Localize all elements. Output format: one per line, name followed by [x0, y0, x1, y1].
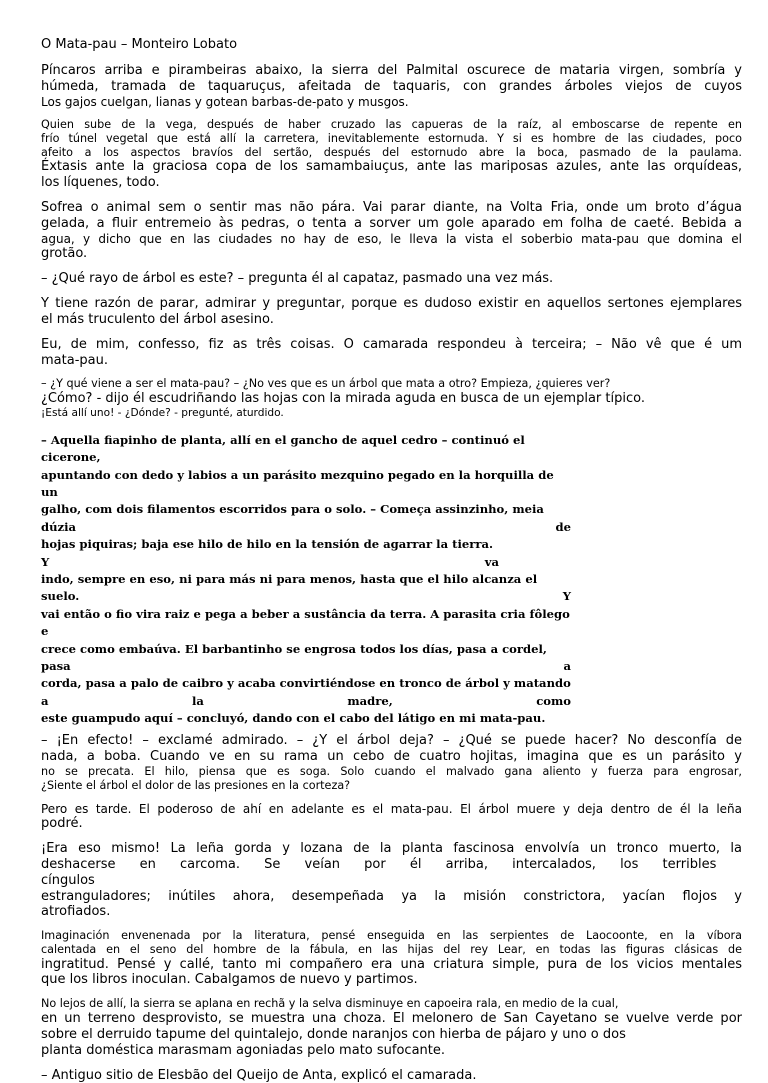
paragraph-4: – ¿Qué rayo de árbol es este? – pregunta él al capataz, pasmado una vez más. — [41, 271, 554, 287]
text-line: ingratitud. Pensé y callé, tanto mi compañero era una criatura simple, pura de los vicios mentales — [41, 956, 742, 972]
text-line: mata-pau. — [41, 352, 108, 368]
text-line: ¡Era eso mismo! La leña gorda y lozana de la planta fascinosa envolvía un tronco muerto, la — [41, 840, 742, 856]
text-line: afeito a los aspectos bravíos del sertão, después del estornudo abre la boca, pasmado de la paulama. — [41, 145, 742, 159]
text-line: Píncaros arriba e pirambeiras abaixo, la sierra del Palmital oscurece de mataria virgen, sombría y — [41, 62, 742, 78]
document-title: O Mata-pau – Monteiro Lobato — [41, 37, 238, 52]
text-line: galho, com dois filamentos escorridos para o solo. – Começa assinzinho, meia dúzia de — [41, 502, 571, 534]
text-line: hojas piquiras; baja ese hilo de hilo en la tensión de agarrar la tierra. Y va — [41, 537, 499, 569]
text-line: el más truculento del árbol asesino. — [41, 311, 274, 327]
text-line: – ¡En efecto! – exclamé admirado. – ¿Y el árbol deja? – ¿Qué se puede hacer? No desconfía de — [41, 733, 742, 749]
text-line: nada, a boba. Cuando ve en su rama un cebo de cuatro hojitas, imagina que es un parásito y — [41, 749, 742, 765]
text-line: húmeda, tramada de taquaruçus, afeitada de taquaris, con grandes árboles viejos de cuyos — [41, 78, 742, 94]
paragraph-10 — [41, 802, 742, 832]
text-line: Sofrea o animal sem o sentir mas não pára. Vai parar diante, na Volta Fria, onde um broto d’água — [41, 199, 742, 215]
text-line: ¿Cómo? - dijo él escudriñando las hojas con la mirada aguda en busca de un ejemplar típico. — [41, 391, 645, 407]
text-line: Los gajos cuelgan, lianas y gotean barbas-de-pato y musgos. — [41, 94, 409, 109]
text-line: los líquenes, todo. — [41, 175, 160, 191]
text-line: crece como embaúva. El barbantinho se engrosa todos los días, pasa a cordel, pasa a — [41, 641, 571, 673]
text-line: estranguladores; inútiles ahora, desempeñada ya la misión constrictora, yacían flojos y — [41, 888, 742, 904]
text-line: agua, y dicho que en las ciudades no hay de eso, le lleva la vista el soberbio mata-pau que domina el — [41, 231, 742, 246]
text-line: frío túnel vegetal que está allí la carretera, inevitablemente estornuda. Y si es hombre de las ciudades, poco — [41, 131, 742, 145]
paragraph-11 — [41, 841, 742, 920]
text-line: Y tiene razón de parar, admirar y preguntar, porque es dudoso existir en aquellos sertones ejemplares — [41, 295, 742, 311]
text-line: grotão. — [41, 246, 88, 262]
text-line: corda, pasa a palo de caibro y acaba convirtiéndose en tronco de árbol y matando a la madre, como — [41, 676, 571, 708]
text-line: – Aquella fiapinho de planta, allí en el gancho de aquel cedro – continuó el cicerone, — [41, 432, 525, 465]
text-line: ¿Siente el árbol el dolor de las presiones en la corteza? — [41, 778, 351, 792]
text-line: deshacerse en carcoma. Se veían por él arriba, intercalados, los terribles cíngulos — [41, 856, 717, 888]
text-line: Éxtasis ante la graciosa copa de los samambaiuçus, ante las mariposas azules, ante las orquídeas, — [41, 159, 742, 175]
text-line: ¡Está allí uno! - ¿Dónde? - pregunté, aturdido. — [41, 406, 284, 419]
paragraph-12 — [41, 929, 742, 988]
paragraph-7 — [41, 377, 742, 419]
text-line: calentada en el seno del hombre de la fábula, en las hijas del rey Lear, en todas las figuras clásicas de — [41, 942, 742, 956]
text-line: Eu, de mim, confesso, fiz as três coisas. O camarada respondeu à terceira; – Não vê que é um — [41, 336, 742, 352]
text-line: podré. — [41, 816, 83, 832]
document-page — [41, 37, 742, 1083]
text-line: indo, sempre en eso, ni para más ni para menos, hasta que el hilo alcanza el suelo. Y — [41, 571, 571, 604]
paragraph-8-dialogue — [41, 432, 571, 728]
text-line: planta doméstica marasmam agoniadas pelo mato sufocante. — [41, 1042, 445, 1058]
paragraph-6 — [41, 337, 742, 369]
text-line: gelada, a fluir entremeio às pedras, o tenta a sorver um gole aparado em folha de caeté. Bebida a — [41, 215, 742, 231]
text-line: no se precata. El hilo, piensa que es soga. Solo cuando el malvado gana aliento y fuerza para engrosar, — [41, 765, 742, 779]
text-line: vai então o fio vira raiz e pega a beber a sustância da terra. A parasita cria fôlego e — [41, 606, 570, 639]
paragraph-1 — [41, 63, 742, 109]
text-line: que los libros inoculan. Cabalgamos de nuevo y partimos. — [41, 972, 418, 988]
text-line: este guampudo aquí – concluyó, dando con el cabo del látigo en mi mata-pau. — [41, 711, 546, 726]
paragraph-5 — [41, 296, 742, 328]
paragraph-2 — [41, 118, 742, 191]
text-line: sobre el derruido tapume del quintalejo, donde naranjos con hierba de pájaro y uno o dos — [41, 1026, 626, 1042]
text-line: Pero es tarde. El poderoso de ahí en adelante es el mata-pau. El árbol muere y deja dentro de él la leña — [41, 801, 742, 816]
text-line: No lejos de allí, la sierra se aplana en rechã y la selva disminuye en capoeira rala, en medio de la cual, — [41, 997, 619, 1011]
text-line: Quien sube de la vega, después de haber cruzado las capueras de la raíz, al emboscarse de repente en — [41, 118, 742, 132]
text-line: atrofiados. — [41, 904, 111, 920]
text-line: apuntando con dedo y labios a un parásito mezquino pegado en la horquilla de un — [41, 467, 554, 499]
text-line: – ¿Y qué viene a ser el mata-pau? – ¿No ves que es un árbol que mata a otro? Empieza, ¿quieres ver? — [41, 377, 611, 391]
paragraph-14: – Antiguo sitio de Elesbão del Queijo de Anta, explicó el camarada. — [41, 1067, 477, 1083]
paragraph-3 — [41, 200, 742, 262]
text-line: en un terreno desprovisto, se muestra una choza. El melonero de San Cayetano se vuelve verde por — [41, 1010, 742, 1026]
paragraph-9 — [41, 733, 742, 792]
text-line: Imaginación envenenada por la literatura, pensé enseguida en las serpientes de Laocoonte, en la víbora — [41, 929, 742, 943]
paragraph-13 — [41, 997, 742, 1058]
